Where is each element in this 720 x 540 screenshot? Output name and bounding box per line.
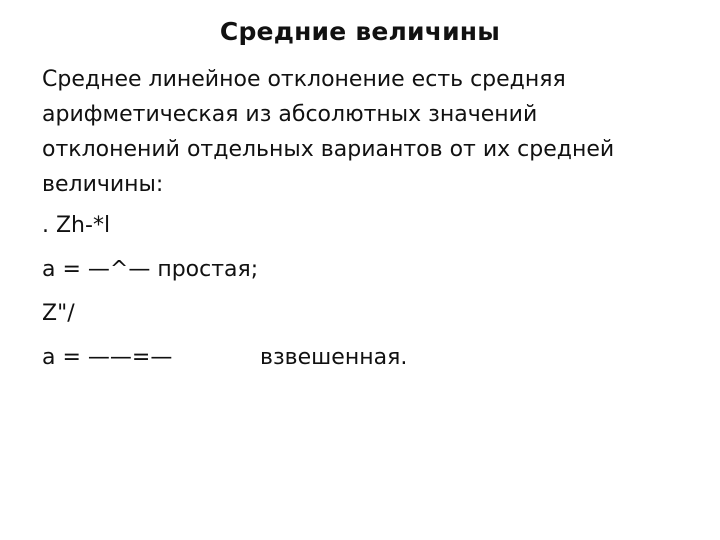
formula-text-4-right: взвешенная.: [260, 345, 408, 370]
paragraph-line-4: величины:: [42, 172, 164, 197]
formula-text-4-left: a = ——=—: [42, 345, 173, 370]
formula-line-1: [42, 204, 682, 248]
paragraph-line-3: отклонений отдельных вариантов от их средней: [42, 137, 615, 162]
paragraph-line-1: Среднее линейное отклонение есть средняя: [42, 67, 566, 92]
slide-title: Средние величины: [219, 17, 501, 46]
formula-text-3: Z"/: [42, 301, 75, 326]
formula-line-4: [42, 336, 682, 380]
formula-line-3: [42, 292, 682, 336]
formula-text-1: . Zh-*l: [42, 213, 111, 238]
paragraph-line-2: арифметическая из абсолютных значений: [42, 102, 538, 127]
slide-body: [42, 62, 682, 380]
formula-text-2: a = —^— простая;: [42, 257, 259, 282]
formula-line-2: [42, 248, 682, 292]
